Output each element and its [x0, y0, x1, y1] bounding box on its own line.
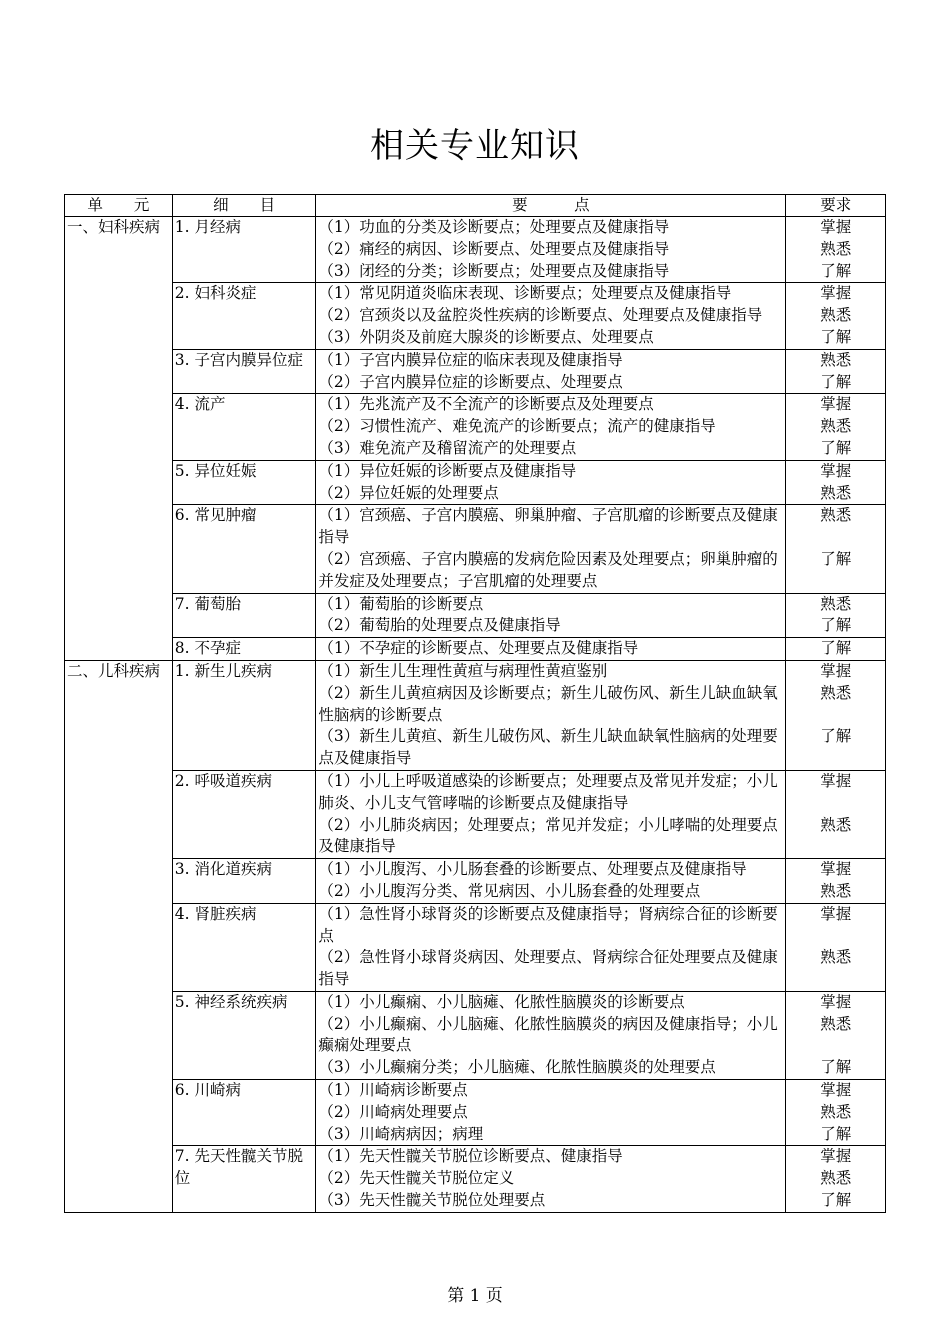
- requirement-level: 了解: [820, 372, 852, 391]
- requirement-level: 熟悉: [820, 506, 852, 525]
- table-row: [65, 283, 886, 349]
- point-text: （2）宫颈癌、子宫内膜癌的发病危险因素及处理要点；卵巢肿瘤的并发症及处理要点；子宫肌瘤的处理要点: [318, 549, 778, 590]
- item-cell: 1. 月经病: [172, 217, 316, 283]
- point-text: （3）先天性髋关节脱位处理要点: [318, 1191, 546, 1210]
- requirement-cell: [786, 770, 886, 858]
- requirement-cell: [786, 1080, 886, 1146]
- item-cell: 5. 异位妊娠: [172, 460, 316, 505]
- item-cell: 6. 川崎病: [172, 1080, 316, 1146]
- item-cell: 3. 子宫内膜异位症: [172, 349, 316, 394]
- point-text: （3）川崎病病因；病理: [318, 1124, 484, 1143]
- item-cell: 4. 流产: [172, 394, 316, 460]
- point-text: （1）小儿癫痫、小儿脑瘫、化脓性脑膜炎的诊断要点: [318, 992, 685, 1011]
- header-requirement: 要求: [786, 195, 886, 217]
- point-text: （3）新生儿黄疸、新生儿破伤风、新生儿缺血缺氧性脑病的处理要点及健康指导: [318, 727, 778, 768]
- requirement-level: 掌握: [820, 461, 852, 480]
- item-cell: 7. 葡萄胎: [172, 593, 316, 638]
- unit-cell: 一、妇科疾病: [65, 217, 173, 661]
- point-text: （1）常见阴道炎临床表现、诊断要点；处理要点及健康指导: [318, 284, 732, 303]
- requirement-level: 掌握: [820, 218, 852, 236]
- table-row: [65, 991, 886, 1079]
- requirement-cell: [786, 460, 886, 505]
- requirement-level: 熟悉: [820, 1014, 852, 1033]
- header-point: 要 点: [316, 195, 786, 217]
- table-row: [65, 660, 886, 770]
- item-cell: 6. 常见肿瘤: [172, 505, 316, 593]
- page-number: 第 1 页: [447, 1286, 503, 1306]
- table-row: [65, 593, 886, 638]
- point-text: （1）功血的分类及诊断要点；处理要点及健康指导: [318, 218, 670, 236]
- requirement-cell: [786, 903, 886, 991]
- point-text: （1）小儿腹泻、小儿肠套叠的诊断要点、处理要点及健康指导: [318, 860, 747, 879]
- requirement-level: 熟悉: [820, 815, 852, 834]
- points-cell: [316, 217, 786, 283]
- requirement-level: 掌握: [820, 395, 852, 414]
- requirement-level: 了解: [820, 616, 852, 635]
- table-row: [65, 770, 886, 858]
- table-row: [65, 349, 886, 394]
- header-item: 细 目: [172, 195, 316, 217]
- item-cell: 2. 呼吸道疾病: [172, 770, 316, 858]
- point-text: （2）习惯性流产、难免流产的诊断要点；流产的健康指导: [318, 417, 716, 436]
- header-unit: 单 元: [65, 195, 173, 217]
- requirement-level: 掌握: [820, 661, 852, 680]
- item-cell: 2. 妇科炎症: [172, 283, 316, 349]
- point-text: （1）异位妊娠的诊断要点及健康指导: [318, 461, 577, 480]
- point-text: （1）新生儿生理性黄疸与病理性黄疸鉴别: [318, 661, 608, 680]
- requirement-level: 熟悉: [820, 239, 852, 258]
- point-text: （2）宫颈炎以及盆腔炎性疾病的诊断要点、处理要点及健康指导: [318, 306, 763, 325]
- point-text: （1）川崎病诊断要点: [318, 1081, 468, 1100]
- requirement-level: 熟悉: [820, 683, 852, 702]
- syllabus-table: [64, 194, 886, 1213]
- requirement-cell: [786, 638, 886, 661]
- point-text: （1）宫颈癌、子宫内膜癌、卵巢肿瘤、子宫肌瘤的诊断要点及健康指导: [318, 506, 778, 547]
- requirement-cell: [786, 394, 886, 460]
- point-text: （2）痛经的病因、诊断要点、处理要点及健康指导: [318, 239, 670, 258]
- table-row: [65, 505, 886, 593]
- point-text: （2）急性肾小球肾炎病因、处理要点、肾病综合征处理要点及健康指导: [318, 948, 778, 989]
- table-row: [65, 638, 886, 661]
- point-text: （3）小儿癫痫分类；小儿脑瘫、化脓性脑膜炎的处理要点: [318, 1058, 716, 1077]
- requirement-level: 熟悉: [820, 594, 852, 613]
- requirement-level: 了解: [820, 639, 852, 658]
- requirement-level: 了解: [820, 1124, 852, 1143]
- item-cell: 1. 新生儿疾病: [172, 660, 316, 770]
- point-text: （2）小儿癫痫、小儿脑瘫、化脓性脑膜炎的病因及健康指导；小儿癫痫处理要点: [318, 1014, 778, 1055]
- point-text: （2）新生儿黄疸病因及诊断要点；新生儿破伤风、新生儿缺血缺氧性脑病的诊断要点: [318, 683, 778, 724]
- point-text: （3）难免流产及稽留流产的处理要点: [318, 438, 577, 457]
- table-row: [65, 903, 886, 991]
- requirement-level: 熟悉: [820, 350, 852, 369]
- requirement-cell: [786, 593, 886, 638]
- requirement-level: 掌握: [820, 771, 852, 790]
- point-text: （2）异位妊娠的处理要点: [318, 483, 499, 502]
- point-text: （2）子宫内膜异位症的诊断要点、处理要点: [318, 372, 623, 391]
- point-text: （1）小儿上呼吸道感染的诊断要点；处理要点及常见并发症；小儿肺炎、小儿支气管哮喘的诊断要点及健康指导: [318, 771, 778, 812]
- points-cell: [316, 283, 786, 349]
- requirement-level: 了解: [820, 727, 852, 746]
- item-cell: 4. 肾脏疾病: [172, 903, 316, 991]
- point-text: （1）葡萄胎的诊断要点: [318, 594, 484, 613]
- table-header-row: [65, 195, 886, 217]
- table-row: [65, 460, 886, 505]
- requirement-cell: [786, 217, 886, 283]
- requirement-level: 熟悉: [820, 483, 852, 502]
- point-text: （2）小儿腹泻分类、常见病因、小儿肠套叠的处理要点: [318, 881, 701, 900]
- requirement-cell: [786, 991, 886, 1079]
- points-cell: [316, 460, 786, 505]
- points-cell: [316, 1080, 786, 1146]
- requirement-level: 掌握: [820, 992, 852, 1011]
- point-text: （3）闭经的分类；诊断要点；处理要点及健康指导: [318, 261, 670, 280]
- item-cell: 3. 消化道疾病: [172, 859, 316, 904]
- requirement-level: 掌握: [820, 284, 852, 303]
- point-text: （1）子宫内膜异位症的临床表现及健康指导: [318, 350, 623, 369]
- points-cell: [316, 1146, 786, 1212]
- requirement-level: 掌握: [820, 904, 852, 923]
- point-text: （1）先天性髋关节脱位诊断要点、健康指导: [318, 1147, 623, 1166]
- points-cell: [316, 770, 786, 858]
- requirement-cell: [786, 660, 886, 770]
- point-text: （1）先兆流产及不全流产的诊断要点及处理要点: [318, 395, 654, 414]
- requirement-level: 了解: [820, 549, 852, 568]
- requirement-level: 了解: [820, 1191, 852, 1210]
- requirement-level: 了解: [820, 327, 852, 346]
- requirement-level: 掌握: [820, 860, 852, 879]
- requirement-level: 掌握: [820, 1081, 852, 1100]
- points-cell: [316, 394, 786, 460]
- requirement-level: 熟悉: [820, 1102, 852, 1121]
- requirement-level: 熟悉: [820, 306, 852, 325]
- point-text: （3）外阴炎及前庭大腺炎的诊断要点、处理要点: [318, 327, 654, 346]
- table-row: [65, 394, 886, 460]
- point-text: （2）葡萄胎的处理要点及健康指导: [318, 616, 561, 635]
- point-text: （1）急性肾小球肾炎的诊断要点及健康指导；肾病综合征的诊断要点: [318, 904, 778, 945]
- requirement-level: 熟悉: [820, 948, 852, 967]
- item-cell: 5. 神经系统疾病: [172, 991, 316, 1079]
- table-row: [65, 1080, 886, 1146]
- requirement-cell: [786, 505, 886, 593]
- requirement-cell: [786, 349, 886, 394]
- point-text: （2）小儿肺炎病因；处理要点；常见并发症；小儿哮喘的处理要点及健康指导: [318, 815, 778, 856]
- item-cell: 8. 不孕症: [172, 638, 316, 661]
- requirement-level: 了解: [820, 1058, 852, 1077]
- item-cell: 7. 先天性髋关节脱位: [172, 1146, 316, 1212]
- unit-cell: 二、儿科疾病: [65, 660, 173, 1212]
- table-row: [65, 859, 886, 904]
- points-cell: [316, 505, 786, 593]
- points-cell: [316, 903, 786, 991]
- requirement-cell: [786, 283, 886, 349]
- table-row: [65, 217, 886, 283]
- table-row: [65, 1146, 886, 1212]
- requirement-level: 了解: [820, 261, 852, 280]
- points-cell: [316, 660, 786, 770]
- points-cell: [316, 349, 786, 394]
- requirement-cell: [786, 859, 886, 904]
- point-text: （1）不孕症的诊断要点、处理要点及健康指导: [318, 639, 639, 658]
- requirement-level: 熟悉: [820, 1169, 852, 1188]
- points-cell: [316, 593, 786, 638]
- point-text: （2）川崎病处理要点: [318, 1102, 468, 1121]
- requirement-level: 熟悉: [820, 881, 852, 900]
- page-title: 相关专业知识: [370, 126, 580, 166]
- requirement-level: 了解: [820, 438, 852, 457]
- points-cell: [316, 638, 786, 661]
- requirement-level: 掌握: [820, 1147, 852, 1166]
- requirement-cell: [786, 1146, 886, 1212]
- points-cell: [316, 859, 786, 904]
- requirement-level: 熟悉: [820, 417, 852, 436]
- points-cell: [316, 991, 786, 1079]
- point-text: （2）先天性髋关节脱位定义: [318, 1169, 515, 1188]
